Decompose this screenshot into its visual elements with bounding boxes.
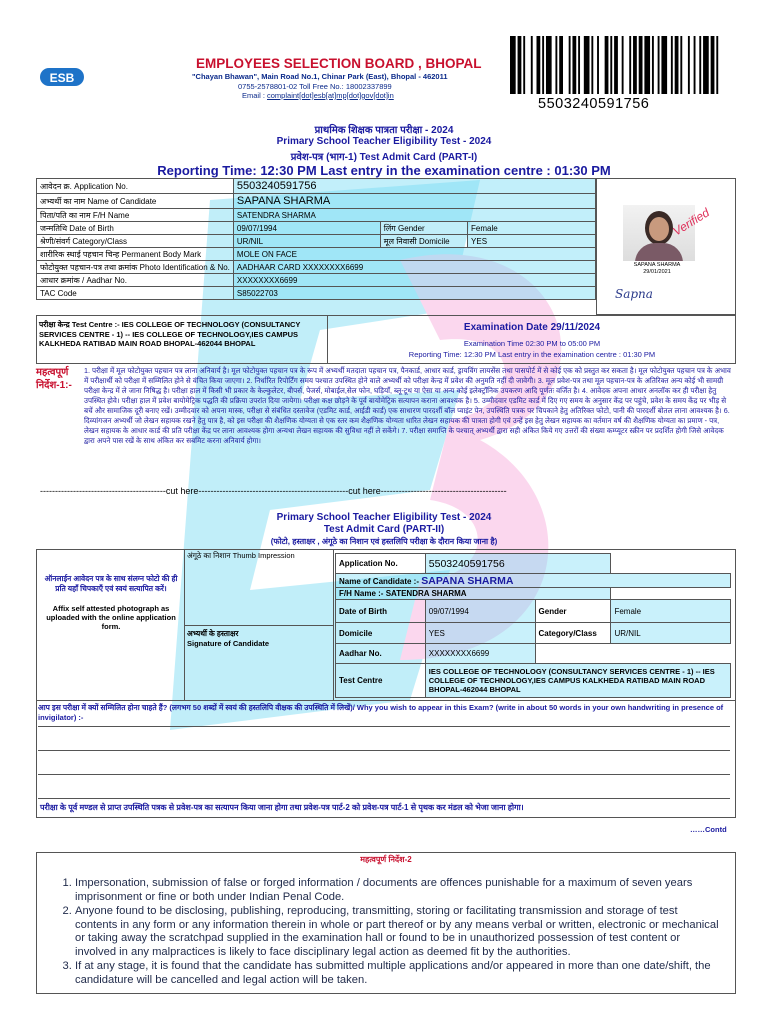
org-name: EMPLOYEES SELECTION BOARD , BHOPAL xyxy=(196,56,482,71)
name-label: Name of Candidate :- xyxy=(339,576,420,586)
photo-hint-hindi: ऑनलाईन आवेदन पत्र के साथ संलग्न फोटो की ही प्रति यहाँ चिपकाएँ एवं स्वयं सत्यापित करें। xyxy=(44,574,178,593)
cut-line: ------------------------------------------cut here--------------------------------------------------cut here------------------------------------------ xyxy=(40,486,507,496)
org-email-line xyxy=(242,91,394,100)
row-label: शारीरिक स्थाई पहचान चिन्ह Permanent Body Mark xyxy=(37,248,234,261)
barcode-bar xyxy=(518,36,522,94)
instructions2-box xyxy=(36,852,736,994)
part1-row xyxy=(37,222,596,235)
part1-row xyxy=(37,274,596,287)
row-label: पिता/पति का नाम F/H Name xyxy=(37,209,234,222)
barcode-number: 5503240591756 xyxy=(538,96,650,112)
barcode-bar xyxy=(569,36,571,94)
row-value2: Female xyxy=(468,222,596,235)
barcode-bar xyxy=(711,36,715,94)
part1-row xyxy=(37,209,596,222)
admit-card-title: प्रवेश-पत्र (भाग-1) Test Admit Card (PART-I) xyxy=(290,152,478,163)
instruction-item: 2. Anyone found to be disclosing, publishing, reproducing, transmitting, storing or facilitating transmission and storage of test contents in any form or any information therein in whole or part thereof or by any means verbal or written, electronic or mechanical or taking away the scratchpad supplied in the examination hall or found to be in unauthorized possession of test content or involved in any malpractices is likely to face disciplinary legal action as deemed fit by the authorities. xyxy=(75,905,721,959)
signature-label-hindi: अभ्यर्थी के हस्ताक्षर xyxy=(187,629,239,638)
part2-title1: Primary School Teacher Eligibility Test - 2024 xyxy=(276,512,492,523)
row-value: 5503240591756 xyxy=(233,179,595,194)
photo-caption-name: SAPANA SHARMA xyxy=(633,262,681,268)
answer-box-border xyxy=(36,700,736,818)
part1-details-table xyxy=(36,178,596,300)
barcode xyxy=(510,36,722,94)
part1-row xyxy=(37,235,596,248)
photo-hint-english: Affix self attested photograph as uploaded with the online application form. xyxy=(46,604,176,631)
photo-caption-date: 29/01/2021 xyxy=(643,269,671,275)
exam-title-hindi: प्राथमिक शिक्षक पात्रता परीक्षा - 2024 xyxy=(314,125,454,136)
barcode-bar xyxy=(591,36,593,94)
email-link[interactable]: complaint[dot]esb[at]mp[dot]gov[dot]in xyxy=(267,91,394,100)
row-value: SATENDRA SHARMA xyxy=(233,209,595,222)
barcode-bar xyxy=(688,36,690,94)
barcode-bar xyxy=(610,36,612,94)
part1-row xyxy=(37,287,596,300)
org-phone: 0755-2578801-02 Toll Free No.: 18002337899 xyxy=(238,82,392,91)
gender-value: Female xyxy=(611,600,731,623)
part1-row xyxy=(37,248,596,261)
row-value: XXXXXXXX6699 xyxy=(233,274,595,287)
application-no-value: 5503240591756 xyxy=(425,554,611,574)
barcode-bar xyxy=(614,36,618,94)
footer-note: परीक्षा के पूर्व मण्डल से प्राप्त उपस्थिति पत्रक से प्रवेश-पत्र का सत्यापन किया जाना होगा तथा प्रवेश-पत्र पार्ट-2 को प्रवेश-पत्र पार्ट-1 से पृथक कर मंडल को भेजा जाना होगा। xyxy=(40,803,524,812)
barcode-bar xyxy=(658,36,660,94)
fh-row xyxy=(336,588,611,600)
part1-row xyxy=(37,261,596,274)
barcode-bar xyxy=(661,36,667,94)
name-value: SAPANA SHARMA xyxy=(421,574,514,587)
signature-label-english: Signature of Candidate xyxy=(187,639,270,648)
barcode-bar xyxy=(559,36,563,94)
aadhar-value: XXXXXXXX6699 xyxy=(425,644,535,664)
centre-value: IES COLLEGE OF TECHNOLOGY (CONSULTANCY SERVICES CENTRE - 1) -- IES COLLEGE OF TECHNOLOGY,IES CAMPUS KALKHEDA RATIBAD MAIN ROAD BHOPAL-462044 BHOPAL xyxy=(425,664,730,698)
row-value: AADHAAR CARD XXXXXXXX6699 xyxy=(233,261,595,274)
row-label: श्रेणी/संवर्ग Category/Class xyxy=(37,235,234,248)
category-label: Category/Class xyxy=(535,623,611,644)
row-value: 09/07/1994 xyxy=(233,222,380,235)
barcode-bar xyxy=(537,36,541,94)
reporting-time-small: Reporting Time: 12:30 PM Last entry in the examination centre : 01:30 PM xyxy=(408,350,656,359)
barcode-bar xyxy=(633,36,637,94)
barcode-bar xyxy=(605,36,609,94)
application-no-label: Application No. xyxy=(336,554,426,574)
row-label: फोटोयुक्त पहचान-पत्र तथा क्रमांक Photo Identification & No. xyxy=(37,261,234,274)
contd-text: ……Contd xyxy=(690,825,727,834)
centre-box xyxy=(36,315,736,364)
row-label2: लिंग Gender xyxy=(380,222,467,235)
row-value: S85022703 xyxy=(233,287,595,300)
barcode-bar xyxy=(716,36,718,94)
instruction-item: 1. Impersonation, submission of false or forged information / documents are offences punishable for a maximum of seven years imprisonment or fine or both under Indian Penal Code. xyxy=(75,877,721,904)
thumb-label: अंगूठे का निशान Thumb Impression xyxy=(187,551,295,560)
part1-row xyxy=(37,179,596,194)
reporting-time: Reporting Time: 12:30 PM Last entry in the examination centre : 01:30 PM xyxy=(157,163,611,178)
barcode-bar xyxy=(578,36,580,94)
barcode-bar xyxy=(703,36,709,94)
org-address: "Chayan Bhawan", Main Road No.1, Chinar Park (East), Bhopal - 462011 xyxy=(192,72,448,81)
barcode-bar xyxy=(671,36,673,94)
row-value: UR/NIL xyxy=(233,235,380,248)
candidate-signature: Sapna xyxy=(615,287,653,301)
barcode-bar xyxy=(644,36,650,94)
row-value2: YES xyxy=(468,235,596,248)
row-value: MOLE ON FACE xyxy=(233,248,595,261)
part1-photo-box xyxy=(596,178,736,315)
why-question: आप इस परीक्षा में क्यों सम्मिलित होना चाहते हैं? (लगभग 50 शब्दों में स्वयं की हस्तलिपि वीक्षक की उपस्थिति में लिखें)/ Why you wish to appear in this Exam? (write in about 50 words in your own handwriting in presence of invigilator) :- xyxy=(38,703,724,722)
fh-value: SATENDRA SHARMA xyxy=(385,589,467,598)
barcode-bar xyxy=(680,36,682,94)
domicile-value: YES xyxy=(425,623,535,644)
barcode-bar xyxy=(597,36,599,94)
exam-time: Examination Time 02:30 PM to 05:00 PM xyxy=(463,339,601,348)
row-label: TAC Code xyxy=(37,287,234,300)
barcode-bar xyxy=(546,36,552,94)
barcode-bar xyxy=(584,36,590,94)
centre-label: Test Centre xyxy=(336,664,426,698)
row-label: जन्मतिथि Date of Birth xyxy=(37,222,234,235)
row-label: आधार क्रमांक / Aadhar No. xyxy=(37,274,234,287)
instructions-heading: महत्वपूर्ण निर्देश-1:- xyxy=(36,367,72,391)
instruction-item: 3. If at any stage, it is found that the candidate has submitted multiple applications and/or appeared in more than one date/shift, the candidature will be cancelled and legal action will be taken. xyxy=(75,960,721,987)
part1-row xyxy=(37,194,596,209)
part2-details-table xyxy=(335,553,731,698)
barcode-bar xyxy=(555,36,557,94)
barcode-bar xyxy=(531,36,533,94)
esb-logo xyxy=(40,64,84,90)
instructions2-list xyxy=(57,877,721,987)
dob-label: Date of Birth xyxy=(336,600,426,623)
test-centre: परीक्षा केन्द्र Test Centre :- IES COLLEGE OF TECHNOLOGY (CONSULTANCY SERVICES CENTRE - 1) -- IES COLLEGE OF TECHNOLOGY,IES CAMPUS KALKHEDA RATIBAD MAIN ROAD BHOPAL-462044 BHOPAL xyxy=(39,320,301,348)
barcode-bar xyxy=(572,36,576,94)
name-row xyxy=(336,574,731,588)
category-value: UR/NIL xyxy=(611,623,731,644)
domicile-label: Domicile xyxy=(336,623,426,644)
row-label2: मूल निवासी Domicile xyxy=(380,235,467,248)
exam-title-english: Primary School Teacher Eligibility Test - 2024 xyxy=(276,136,492,147)
barcode-bar xyxy=(622,36,624,94)
barcode-bar xyxy=(542,36,544,94)
exam-date: Examination Date 29/11/2024 xyxy=(463,322,601,333)
barcode-bar xyxy=(523,36,525,94)
instructions2-heading: महत्वपूर्ण निर्देश-2 xyxy=(360,855,412,864)
row-value: SAPANA SHARMA xyxy=(233,194,595,209)
part2-subtitle: (फोटो, हस्ताक्षर , अंगूठे का निशान एवं हस्तलिपि परीक्षा के दौरान किया जाना है) xyxy=(270,537,498,546)
barcode-bar xyxy=(675,36,679,94)
instructions-text: 1. परीक्षा में मूल फोटोयुक्त पहचान पत्र लाना अनिवार्य है। मूल फोटोयुक्त पहचान पत्र के रूप में अभ्यर्थी मतदाता पहचान पत्र, पैनकार्ड, आधार कार्ड, ड्रायविंग लायसेंस तथा पासपोर्ट में से कोई एक को प्रस्तुत कर सकता है। मूल फोटोयुक्त पहचान पत्र के अभाव में परीक्षार्थी को परीक्षा में सम्मिलित होने से वंचित किया जाएगा। 2. निर्धारित रिपोर्टिंग समय पश्चात उपस्थित होने वाले अभ्यर्थी को परीक्षा केन्द्र में प्रवेश की अनुमति नहीं दी जावेगी। 3. मूल प्रवेश-पत्र तथा मूल पहचान-पत्र के अतिरिक्त अन्य कोई भी सामग्री परीक्षा केन्द्र में ले जाना निषिद्ध है। परीक्षा हाल में किसी भी प्रकार के केल्कुलेटर, बीपर्स, पेजर्स, मोबाईल,सेल फोन, घड़ियाँ, ब्लू-टूथ या ऐसा या अन्य कोई इलेक्ट्रॉनिक उपकरण आदि पूर्णतः वर्जित है। 4. आवेदक अपना आधार अनलॉक कर ही परीक्षा हेतु उपस्थित होवे। परीक्षा हाल में प्रवेश बायोमेट्रिक पद्धति की प्रक्रिया उपरांत दिया जायेगा। परीक्षा कक्ष छोड़ने के पूर्व बायोमेट्रिक सत्यापन कराना आवश्यक है। 5. उम्मीदवार एडमिट कार्ड में दिए गए समय के अनुसार केंद्र पर पहुंचे, प्रवेश के समय केंद्र पर भीड़ से बचें और सामाजिक दूरी बनाए रखें। उम्मीदवार को अपना मास्क, परीक्षा से संबंधित दस्तावेज (एडमिट कार्ड, आईडी कार्ड) एक साधारण पारदर्शी बॉल प्वाइंट पेन, उपस्थिति पत्रक पर चिपकाने हेतु अतिरिक्त फोटो, पानी की पारदर्शी बोतल लाना आवश्यक है। 6. दिव्यांगजन अभ्यर्थी जो लेखन सहायक रखने हेतु पात्र है, को इस परीक्षा की शैक्षणिक योग्यता से एक स्तर कम शैक्षणिक योग्यता धारित लेखन सहायक की पात्रता होगी एवं उन्हें इस हेतु लेखन सहायक का वर्तमान वर्ष की शैक्षणिक योग्यता का प्रमाण - पत्र, लेखन सहायक के आधार कार्ड की प्रति परीक्षा केंद्र पर लाना आवश्यक होगा अन्यथा लेखन सहायक की सुविधा नहीं ले सकेंगे। 7. परीक्षा समाप्ति के पश्चात् अभ्यर्थी द्वारा सही अंकित किये गए उत्तरों की संख्या कम्प्यूटर स्क्रीन पर प्रदर्शित होगी जिसे आवेदक द्वारा अपने पास रखें के साथ अंकित कर सबमिट करना अनिवार्य होगा। xyxy=(84,366,731,445)
barcode-bar xyxy=(629,36,631,94)
row-label: अभ्यर्थी का नाम Name of Candidate xyxy=(37,194,234,209)
logo-text: ESB xyxy=(49,71,75,85)
email-label: Email : xyxy=(242,91,265,100)
barcode-bar xyxy=(639,36,643,94)
dob-value: 09/07/1994 xyxy=(425,600,535,623)
gender-label: Gender xyxy=(535,600,611,623)
barcode-bar xyxy=(699,36,701,94)
barcode-bar xyxy=(694,36,696,94)
row-label: आवेदन क्र. Application No. xyxy=(37,179,234,194)
barcode-bar xyxy=(652,36,654,94)
part2-title2: Test Admit Card (PART-II) xyxy=(323,524,445,535)
aadhar-label: Aadhar No. xyxy=(336,644,426,664)
barcode-bar xyxy=(510,36,516,94)
fh-label: F/H Name :- xyxy=(339,589,384,598)
verified-stamp: Verified xyxy=(670,205,712,239)
